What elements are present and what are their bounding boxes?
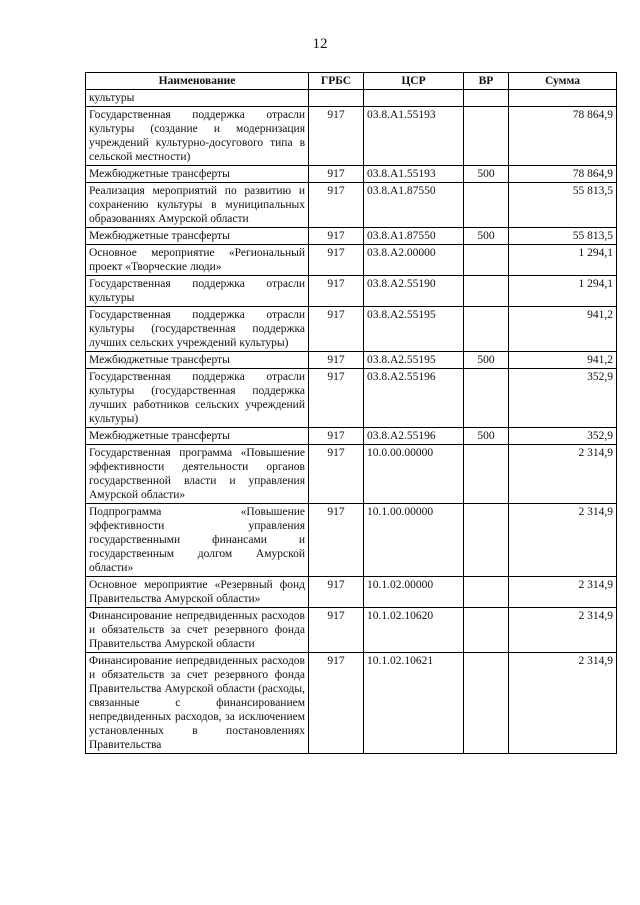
- cell-csr: 03.8.А1.55193: [364, 107, 464, 166]
- cell-vr: [464, 577, 509, 608]
- cell-name: Реализация мероприятий по развитию и сохранению культуры в муниципальных образованиях Амурской области: [86, 183, 309, 228]
- cell-vr: [464, 107, 509, 166]
- cell-grbs: 917: [309, 183, 364, 228]
- table-row: [86, 183, 617, 228]
- cell-name: Межбюджетные трансферты: [86, 228, 309, 245]
- cell-vr: [464, 245, 509, 276]
- cell-csr: 03.8.А2.55195: [364, 307, 464, 352]
- cell-csr: 03.8.А1.87550: [364, 183, 464, 228]
- cell-sum: 941,2: [509, 352, 617, 369]
- table-row: [86, 504, 617, 577]
- cell-grbs: 917: [309, 352, 364, 369]
- table-row: [86, 90, 617, 107]
- cell-grbs: [309, 90, 364, 107]
- cell-name: Основное мероприятие «Региональный проект «Творческие люди»: [86, 245, 309, 276]
- cell-vr: [464, 608, 509, 653]
- cell-name: Государственная поддержка отрасли культуры (создание и модернизация учреждений культурно-досугового типа в сельской местности): [86, 107, 309, 166]
- cell-csr: 03.8.А2.55190: [364, 276, 464, 307]
- cell-sum: 55 813,5: [509, 228, 617, 245]
- cell-sum: 1 294,1: [509, 276, 617, 307]
- cell-grbs: 917: [309, 608, 364, 653]
- cell-sum: 55 813,5: [509, 183, 617, 228]
- cell-name: Финансирование непредвиденных расходов и обязательств за счет резервного фонда Правительства Амурской области (расходы, связанные с финансированием непредвиденных расходов, за исключением установленных в постановлениях Правительства: [86, 653, 309, 754]
- cell-csr: 10.1.02.10620: [364, 608, 464, 653]
- cell-vr: 500: [464, 228, 509, 245]
- cell-name: Основное мероприятие «Резервный фонд Правительства Амурской области»: [86, 577, 309, 608]
- cell-sum: 2 314,9: [509, 608, 617, 653]
- cell-vr: 500: [464, 352, 509, 369]
- table-row: [86, 428, 617, 445]
- cell-sum: 78 864,9: [509, 166, 617, 183]
- cell-vr: 500: [464, 166, 509, 183]
- cell-name: Государственная поддержка отрасли культуры (государственная поддержка лучших работников сельских учреждений культуры): [86, 369, 309, 428]
- cell-grbs: 917: [309, 504, 364, 577]
- cell-name: культуры: [86, 90, 309, 107]
- table-row: [86, 653, 617, 754]
- table-row: [86, 307, 617, 352]
- table-row: [86, 276, 617, 307]
- cell-grbs: 917: [309, 307, 364, 352]
- cell-sum: 78 864,9: [509, 107, 617, 166]
- cell-grbs: 917: [309, 245, 364, 276]
- cell-sum: 2 314,9: [509, 504, 617, 577]
- table-row: [86, 166, 617, 183]
- cell-sum: 352,9: [509, 369, 617, 428]
- cell-sum: 352,9: [509, 428, 617, 445]
- cell-grbs: 917: [309, 369, 364, 428]
- cell-sum: 1 294,1: [509, 245, 617, 276]
- cell-csr: 03.8.А2.00000: [364, 245, 464, 276]
- cell-csr: 03.8.А2.55196: [364, 369, 464, 428]
- cell-name: Подпрограмма «Повышение эффективности управления государственными финансами и государственным долгом Амурской области»: [86, 504, 309, 577]
- cell-csr: 03.8.А1.87550: [364, 228, 464, 245]
- cell-csr: 10.1.02.10621: [364, 653, 464, 754]
- cell-grbs: 917: [309, 276, 364, 307]
- cell-vr: [464, 653, 509, 754]
- cell-sum: 941,2: [509, 307, 617, 352]
- cell-grbs: 917: [309, 107, 364, 166]
- cell-vr: 500: [464, 428, 509, 445]
- cell-grbs: 917: [309, 445, 364, 504]
- cell-name: Государственная поддержка отрасли культуры (государственная поддержка лучших сельских учреждений культуры): [86, 307, 309, 352]
- cell-grbs: 917: [309, 228, 364, 245]
- cell-name: Межбюджетные трансферты: [86, 428, 309, 445]
- cell-vr: [464, 307, 509, 352]
- table-row: [86, 445, 617, 504]
- cell-vr: [464, 276, 509, 307]
- cell-csr: 03.8.А2.55196: [364, 428, 464, 445]
- cell-vr: [464, 445, 509, 504]
- cell-sum: [509, 90, 617, 107]
- cell-csr: 10.1.02.00000: [364, 577, 464, 608]
- cell-name: Государственная программа «Повышение эффективности деятельности органов государственной власти и управления Амурской области»: [86, 445, 309, 504]
- page-number: 12: [312, 36, 328, 52]
- table-header-row: [86, 73, 617, 90]
- cell-csr: 10.1.00.00000: [364, 504, 464, 577]
- cell-name: Межбюджетные трансферты: [86, 352, 309, 369]
- cell-vr: [464, 504, 509, 577]
- cell-name: Финансирование непредвиденных расходов и обязательств за счет резервного фонда Правительства Амурской области: [86, 608, 309, 653]
- table-row: [86, 369, 617, 428]
- cell-sum: 2 314,9: [509, 653, 617, 754]
- cell-vr: [464, 369, 509, 428]
- table-row: [86, 608, 617, 653]
- cell-csr: 03.8.А1.55193: [364, 166, 464, 183]
- header-csr: ЦСР: [364, 73, 464, 90]
- cell-sum: 2 314,9: [509, 445, 617, 504]
- cell-vr: [464, 90, 509, 107]
- header-vr: ВР: [464, 73, 509, 90]
- header-sum: Сумма: [509, 73, 617, 90]
- cell-csr: 10.0.00.00000: [364, 445, 464, 504]
- header-grbs: ГРБС: [309, 73, 364, 90]
- cell-grbs: 917: [309, 577, 364, 608]
- table-row: [86, 352, 617, 369]
- header-name: Наименование: [86, 73, 309, 90]
- cell-vr: [464, 183, 509, 228]
- cell-sum: 2 314,9: [509, 577, 617, 608]
- table-row: [86, 577, 617, 608]
- cell-csr: [364, 90, 464, 107]
- table-row: [86, 228, 617, 245]
- table-row: [86, 245, 617, 276]
- cell-name: Государственная поддержка отрасли культуры: [86, 276, 309, 307]
- cell-csr: 03.8.А2.55195: [364, 352, 464, 369]
- cell-name: Межбюджетные трансферты: [86, 166, 309, 183]
- cell-grbs: 917: [309, 653, 364, 754]
- table-row: [86, 107, 617, 166]
- budget-table: [85, 72, 617, 754]
- cell-grbs: 917: [309, 428, 364, 445]
- cell-grbs: 917: [309, 166, 364, 183]
